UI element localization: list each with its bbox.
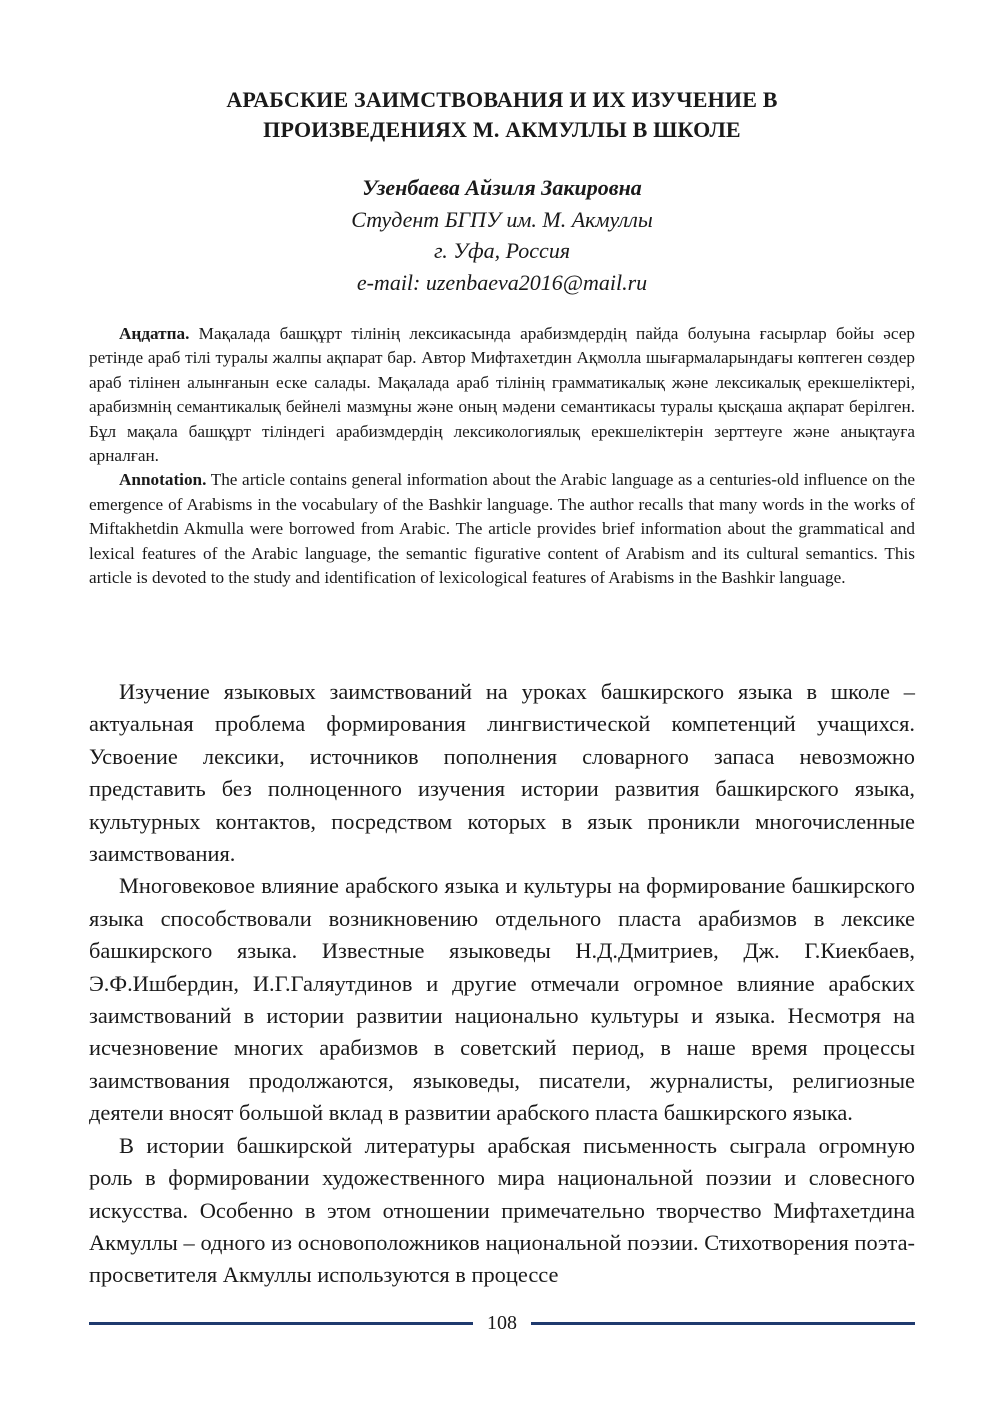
body-paragraph-2: Многовековое влияние арабского языка и культуры на формирование башкирского языка способствовали возникновению отдельного пласта арабизмов в лексике башкирского языка. Известные языковеды Н.Д.Дмитриев, Дж. Г.Киекбаев, Э.Ф.Ишбердин, И.Г.Галяутдинов и другие отмечали огромное влияние арабских заимствований в истории развитии национально культуры и языка. Несмотря на исчезновение многих арабизмов в советский период, в наше время процессы заимствования продолжаются, языковеды, писатели, журналисты, религиозные деятели вносят большой вклад в развитии арабского пласта башкирского языка. <box>89 873 915 1126</box>
abstract-kazakh-text: Мақалада башқұрт тілінің лексикасында арабизмдердің пайда болуына ғасырлар бойы әсер ретінде араб тілі туралы жалпы ақпарат бар. Автор Мифтахетдин Ақмолла шығармаларындағы көптеген сөздер араб тілінен алынғанын еске салады. Мақалада араб тілінің грамматикалық және лексикалық ерекшеліктері, арабизмнің семантикалық бейнелі мазмұны және оның мәдени семантикасы туралы қысқаша ақпарат берілген. Бұл мақала башқұрт тіліндегі арабизмдердің лексикологиялық ерекшеліктерін зерттеуге және анықтауға арналған. <box>89 324 915 466</box>
author-block <box>90 172 914 298</box>
author-position: Студент БГПУ им. М. Акмуллы <box>351 206 653 232</box>
abstract-english-text: The article contains general information about the Arabic language as a centuries-old influence on the emergence of Arabisms in the vocabulary of the Bashkir language. The author recalls that many words in the works of Miftakhetdin Akmulla were borrowed from Arabic. The article provides brief information about the grammatical and lexical features of the Arabic language, the semantic figurative content of Arabism and its cultural semantics. This article is devoted to the study and identification of lexicological features of Arabisms in the Bashkir language. <box>89 470 915 588</box>
footer-rule-left <box>89 1322 473 1325</box>
abstract-kazakh <box>89 322 915 468</box>
body-paragraph-1: Изучение языковых заимствований на уроках башкирского языка в школе – актуальная проблема формирования лингвистической компетенций учащихся. Усвоение лексики, источников пополнения словарного запаса невозможно представить без полноценного изучения истории развития башкирского языка, культурных контактов, посредством которых в язык проникли многочисленные заимствования. <box>89 679 915 867</box>
body-paragraph-3: В истории башкирской литературы арабская письменность сыграла огромную роль в формировании художественного мира национальной поэзии и словесного искусства. Особенно в этом отношении примечательно творчество Мифтахетдина Акмуллы – одного из основоположников национальной поэзии. Стихотворения поэта-просветителя Акмуллы используются в процессе <box>89 1132 915 1288</box>
article-title <box>90 85 914 145</box>
page-footer <box>89 1308 915 1338</box>
author-name: Узенбаева Айзиля Закировна <box>362 175 642 200</box>
footer-rule-right <box>531 1322 915 1325</box>
abstract-section <box>89 322 915 590</box>
author-email: e-mail: uzenbaeva2016@mail.ru <box>356 269 648 295</box>
article-body <box>89 676 915 1292</box>
abstract-kazakh-label: Аңдатпа. <box>119 324 190 343</box>
abstract-english-label: Annotation. <box>119 470 207 490</box>
page-number: 108 <box>487 1312 517 1334</box>
article-title-line-2: ПРОИЗВЕДЕНИЯХ М. АКМУЛЛЫ В ШКОЛЕ <box>263 117 741 142</box>
abstract-english <box>89 468 915 590</box>
author-city: г. Уфа, Россия <box>433 238 571 263</box>
article-title-line-1: АРАБСКИЕ ЗАИМСТВОВАНИЯ И ИХ ИЗУЧЕНИЕ В <box>226 87 778 112</box>
